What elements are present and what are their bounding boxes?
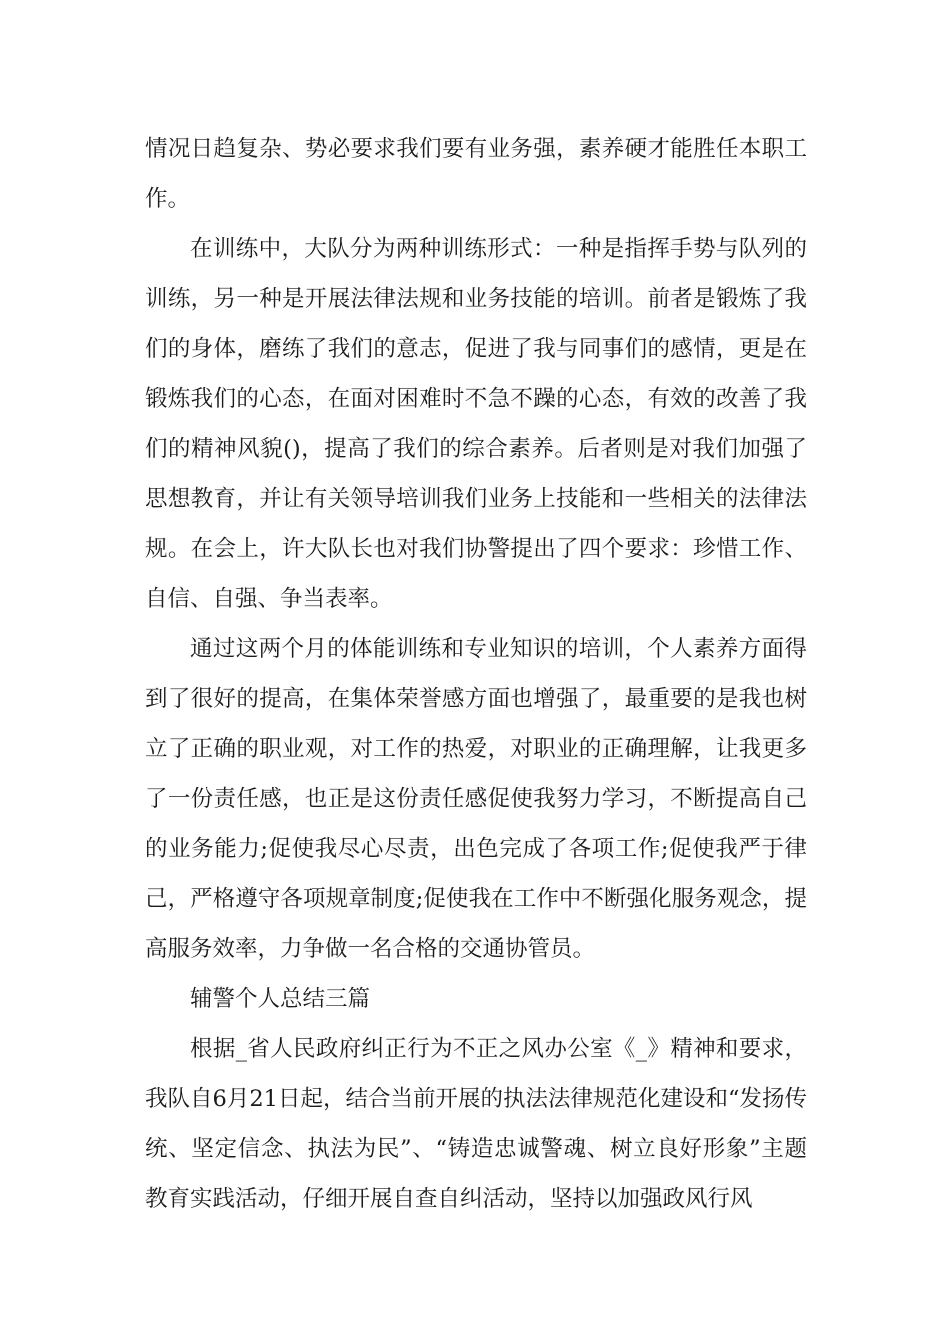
paragraph-self-inspection: 根据_省人民政府纠正行为不正之风办公室《_》精神和要求，我队自6月21日起，结合当前开展的执法法律规范化建设和“发扬传统、坚定信念、执法为民”、“铸造忠诚警魂、树立良好形象”主题教育实践活动，仔细开展自查自纠活动，坚持以加强政风行风 — [145, 1036, 807, 1212]
section-heading: 辅警个人总结三篇 — [190, 986, 371, 1012]
document-body — [145, 124, 807, 1224]
paragraph-training-forms: 在训练中，大队分为两种训练形式：一种是指挥手势与队列的训练，另一种是开展法律法规和业务技能的培训。前者是锻炼了我们的身体，磨练了我们的意志，促进了我与同事们的感情，更是在锻炼我们的心态，在面对困难时不急不躁的心态，有效的改善了我们的精神风貌()，提高了我们的综合素养。后者则是对我们加强了思想教育，并让有关领导培训我们业务上技能和一些相关的法律法规。在会上，许大队长也对我们协警提出了四个要求：珍惜工作、自信、自强、争当表率。 — [145, 236, 807, 612]
paragraph-training-results: 通过这两个月的体能训练和专业知识的培训，个人素养方面得到了很好的提高，在集体荣誉感方面也增强了，最重要的是我也树立了正确的职业观，对工作的热爱，对职业的正确理解，让我更多了一份责任感，也正是这份责任感促使我努力学习，不断提高自己的业务能力;促使我尽心尽责，出色完成了各项工作;促使我严于律己，严格遵守各项规章制度;促使我在工作中不断强化服务观念，提高服务效率，力争做一名合格的交通协管员。 — [145, 636, 807, 962]
paragraph-continuation: 情况日趋复杂、势必要求我们要有业务强，素养硬才能胜任本职工作。 — [145, 136, 807, 212]
